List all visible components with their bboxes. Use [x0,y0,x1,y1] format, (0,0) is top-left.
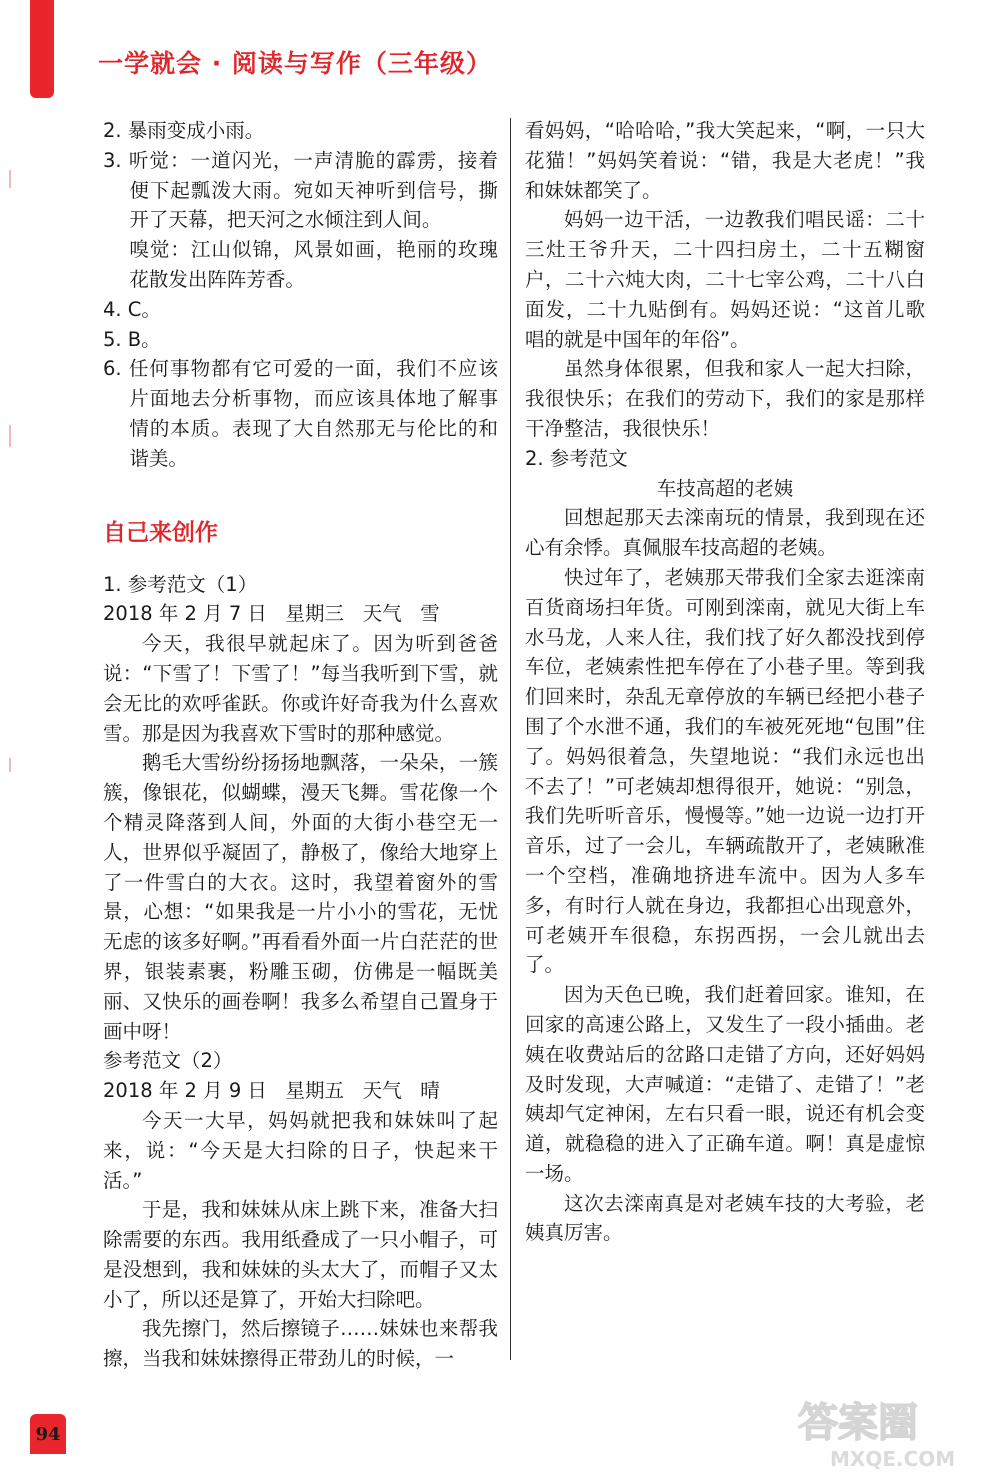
essay2-paragraph: 于是，我和妹妹从床上跳下来，准备大扫除需要的东西。我用纸叠成了一只小帽子，可是没想到，我和妹妹的头太大了，而帽子又太小了，所以还是算了，开始大扫除吧。 [103,1198,498,1311]
answer-item: 5. B。 [103,327,161,351]
answer-item: 6. 任何事物都有它可爱的一面，我们不应该片面地去分析事物，而应该具体地了解事情的本质。表现了大自然那无与伦比的和谐美。 [103,357,498,470]
essay2-paragraph: 今天一大早，妈妈就把我和妹妹叫了起来，说：“今天是大扫除的日子，快起来干活。” [103,1108,498,1192]
essay2-paragraph: 妈妈一边干活，一边教我们唱民谣：二十三灶王爷升天，二十四扫房土，二十五糊窗户，二十六炖大肉，二十七宰公鸡，二十八白面发，二十九贴倒有。妈妈还说：“这首儿歌唱的就是中国年的年俗”。 [525,208,925,351]
section-title: 自己来创作 [103,519,218,546]
header-red-tab [30,0,54,98]
left-column [103,116,498,1374]
essay3-paragraph: 回想起那天去滦南玩的情景，我到现在还心有余悸。真佩服车技高超的老姨。 [525,506,925,560]
essay3-paragraph: 因为天色已晚，我们赶着回家。谁知，在回家的高速公路上，又发生了一段小插曲。老姨在收费站后的岔路口走错了方向，还好妈妈及时发现，大声喊道：“走错了、走错了！”老姨却气定神闲，左右只看一眼，说还有机会变道，就稳稳的进入了正确车道。啊！真是虚惊一场。 [525,983,925,1185]
answer-item: 2. 暴雨变成小雨。 [103,119,265,142]
essay2-continuation [525,116,925,444]
edge-mark [9,758,11,772]
essay1-paragraph: 今天，我很早就起床了。因为听到爸爸说：“下雪了！下雪了！”每当我听到下雪，就会无比的欢呼雀跃。你或许好奇我为什么喜欢雪。那是因为我喜欢下雪时的那种感觉。 [103,632,498,745]
essay2-paragraph: 看妈妈，“哈哈哈，”我大笑起来，“啊，一只大花猫！”妈妈笑着说：“错，我是大老虎！”我和妹妹都笑了。 [525,119,925,202]
essay3-paragraph: 快过年了，老姨那天带我们全家去逛滦南百货商场扫年货。可刚到滦南，就见大街上车水马龙，人来人往，我们找了好久都没找到停车位，老姨索性把车停在了小巷子里。等到我们回来时，杂乱无章停放的车辆已经把小巷子围了个水泄不通，我们的车被死死地“包围”住了。妈妈很着急，失望地说：“我们永远也出不去了！”可老姨却想得很开，她说：“别急，我们先听听音乐，慢慢等。”她一边说一边打开音乐，过了一会儿，车辆疏散开了，老姨瞅准一个空档，准确地挤进车流中。因为人多车多，有时行人就在身边，我都担心出现意外，可老姨开车很稳，东拐西拐，一会儿就出去了。 [525,565,925,977]
column-divider [510,118,511,1360]
essay1-date: 2018 年 2 月 7 日 星期三 天气 雪 [103,602,440,626]
essay1-heading: 1. 参考范文（1） [103,572,258,596]
essay2-paragraph: 我先擦门，然后擦镜子……妹妹也来帮我擦，当我和妹妹擦得正带劲儿的时候，一 [103,1317,498,1371]
watermark-text-bottom: MXQE.COM [830,1447,956,1471]
essay2-date: 2018 年 2 月 9 日 星期五 天气 晴 [103,1079,440,1103]
right-column [525,116,925,1248]
answer-list [103,116,498,474]
essay1-paragraph: 鹅毛大雪纷纷扬扬地飘落，一朵朵，一簇簇，像银花，似蝴蝶，漫天飞舞。雪花像一个个精灵降落到人间，外面的大街小巷空无一人，世界似乎凝固了，静极了，像给大地穿上了一件雪白的大衣。这时，我望着窗外的雪景，心想：“如果我是一片小小的雪花，无忧无虑的该多好啊。”再看看外面一片白茫茫的世界，银装素裹，粉雕玉砌，仿佛是一幅既美丽、又快乐的画卷啊！我多么希望自己置身于画中呀！ [103,751,498,1043]
essay3-heading: 2. 参考范文 [525,446,628,470]
essay2-heading: 参考范文（2） [103,1049,233,1073]
page-number: 94 [30,1414,66,1454]
edge-mark [9,170,11,188]
watermark-logo [790,1392,990,1472]
watermark-text-top: 答案圈 [798,1400,918,1446]
edge-mark [9,425,11,447]
essay2-paragraph: 虽然身体很累，但我和家人一起大扫除，我很快乐；在我们的劳动下，我们的家是那样干净整洁，我很快乐！ [525,357,925,440]
essay3-paragraph: 这次去滦南真是对老姨车技的大考验，老姨真厉害。 [525,1191,925,1245]
answer-item: 4. C。 [103,297,161,321]
essay3-title: 车技高超的老姨 [656,476,794,500]
book-title: 一学就会 · 阅读与写作（三年级） [98,49,492,78]
answer-item: 嗅觉：江山似锦，风景如画，艳丽的玫瑰花散发出阵阵芳香。 [129,238,498,291]
answer-item: 3. 听觉：一道闪光，一声清脆的霹雳，接着便下起瓢泼大雨。宛如天神听到信号，撕开了天幕，把天河之水倾注到人间。 [103,148,498,232]
